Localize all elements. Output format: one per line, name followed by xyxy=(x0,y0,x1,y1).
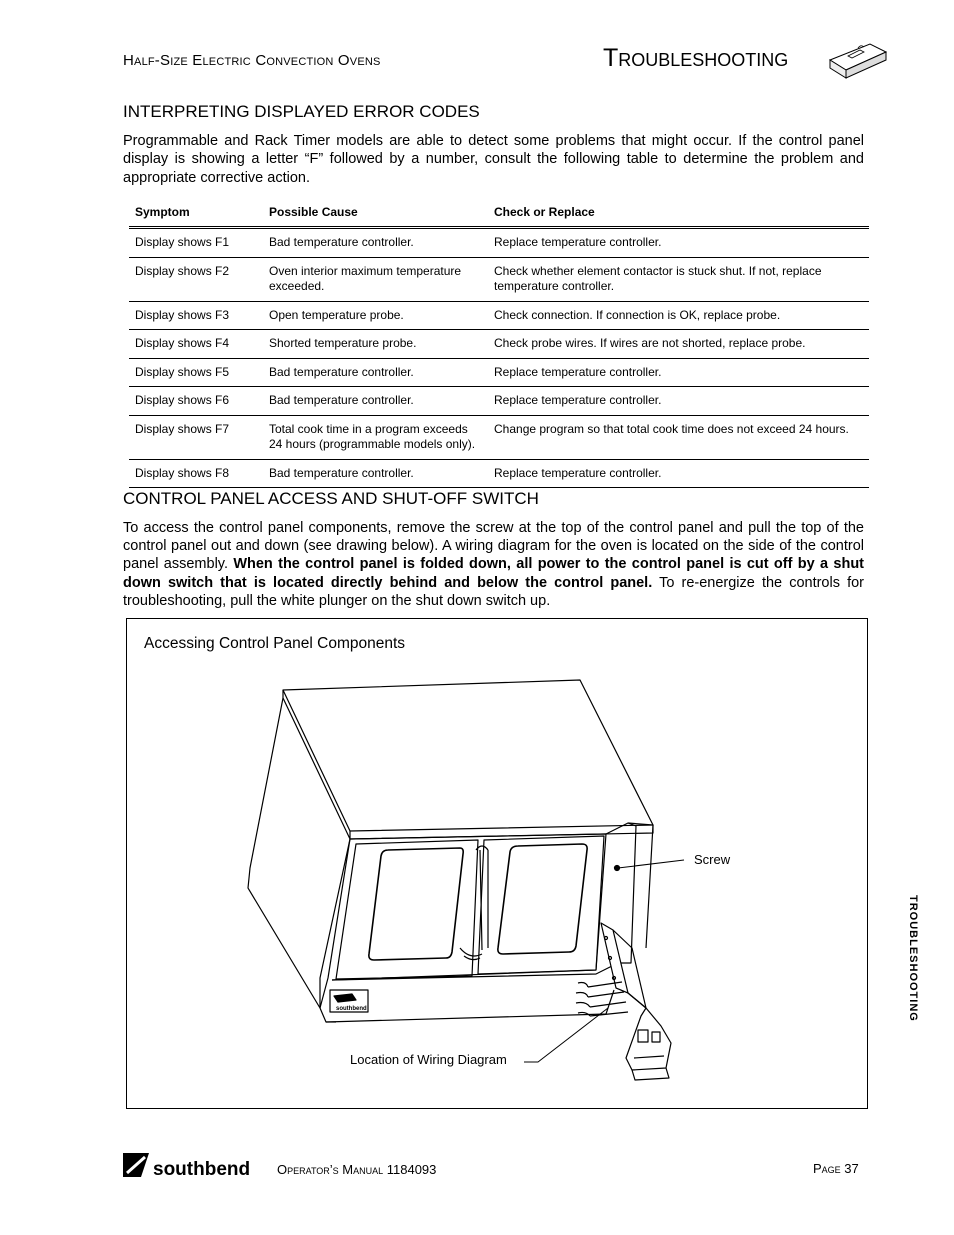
error-codes-intro-paragraph: Programmable and Rack Timer models are able to detect some problems that might occur. If the control panel display is showing a letter “F” followed by a number, consult the following table to determine the problem and appropriate corrective action. xyxy=(123,133,864,186)
table-row xyxy=(129,330,869,359)
side-tab xyxy=(903,895,923,1035)
table-row xyxy=(129,257,869,301)
remedy-cell: Check whether element contactor is stuck shut. If not, replace temperature controller. xyxy=(488,257,869,301)
svg-text:southbend: southbend xyxy=(336,1006,367,1012)
cause-cell: Bad temperature controller. xyxy=(263,459,488,488)
remedy-cell: Replace temperature controller. xyxy=(488,358,869,387)
figure-label-screw: Screw xyxy=(694,852,731,867)
cause-cell: Bad temperature controller. xyxy=(263,358,488,387)
control-panel-paragraph xyxy=(123,519,864,610)
table-header-row xyxy=(129,202,869,228)
table-row xyxy=(129,358,869,387)
symptom-cell: Display shows F1 xyxy=(129,228,263,258)
symptom-cell: Display shows F3 xyxy=(129,301,263,330)
remedy-cell: Check probe wires. If wires are not shorted, replace probe. xyxy=(488,330,869,359)
remedy-cell: Change program so that total cook time does not exceed 24 hours. xyxy=(488,415,869,459)
column-header-symptom: Symptom xyxy=(129,202,263,228)
remedy-cell: Check connection. If connection is OK, replace probe. xyxy=(488,301,869,330)
remedy-cell: Replace temperature controller. xyxy=(488,228,869,258)
remedy-cell: Replace temperature controller. xyxy=(488,387,869,416)
cause-cell: Bad temperature controller. xyxy=(263,228,488,258)
section-heading-control-panel: CONTROL PANEL ACCESS AND SHUT-OFF SWITCH xyxy=(123,489,539,508)
logo-wordmark: southbend xyxy=(153,1159,251,1179)
column-header-cause: Possible Cause xyxy=(263,202,488,228)
chapter-title: Troubleshooting xyxy=(603,44,789,72)
warning-text: When the control panel is folded down, all power to the control panel is cut off by a shut down switch that is located directly behind and below the control panel. xyxy=(123,556,865,591)
symptom-cell: Display shows F4 xyxy=(129,330,263,359)
symptom-cell: Display shows F7 xyxy=(129,415,263,459)
cause-cell: Total cook time in a program exceeds 24 hours (programmable models only). xyxy=(263,415,488,459)
oven-illustration xyxy=(126,618,868,1109)
section-heading-error-codes: INTERPRETING DISPLAYED ERROR CODES xyxy=(123,102,480,121)
table-row xyxy=(129,301,869,330)
cause-cell: Bad temperature controller. xyxy=(263,387,488,416)
side-tab-label: TROUBLESHOOTING xyxy=(907,895,919,1022)
paragraph-text: To re-energize the controls for troubleshooting, pull the white plunger on the shut down switch up. xyxy=(123,574,864,609)
table-row xyxy=(129,415,869,459)
column-header-remedy: Check or Replace xyxy=(488,202,869,228)
footer-manual-title: Operator’s Manual 1184093 xyxy=(277,1162,437,1177)
page-number: Page 37 xyxy=(813,1161,859,1176)
cause-cell: Oven interior maximum temperature exceeded. xyxy=(263,257,488,301)
table-row xyxy=(129,228,869,258)
figure-caption: Accessing Control Panel Components xyxy=(144,635,406,652)
error-code-table xyxy=(129,202,869,488)
symptom-cell: Display shows F2 xyxy=(129,257,263,301)
toolbox-icon xyxy=(826,34,888,82)
paragraph-text: To access the control panel components, remove the screw at the top of the control panel and pull the top of the control panel out and down (see drawing below). A wiring diagram for the oven is located on the side of the control panel assembly. xyxy=(123,520,864,573)
southbend-logo xyxy=(123,1151,263,1179)
running-header-title: Half-Size Electric Convection Ovens xyxy=(123,52,381,69)
cause-cell: Open temperature probe. xyxy=(263,301,488,330)
figure-label-wiring-diagram: Location of Wiring Diagram xyxy=(350,1052,507,1067)
table-row xyxy=(129,387,869,416)
remedy-cell: Replace temperature controller. xyxy=(488,459,869,488)
symptom-cell: Display shows F8 xyxy=(129,459,263,488)
symptom-cell: Display shows F5 xyxy=(129,358,263,387)
table-row xyxy=(129,459,869,488)
symptom-cell: Display shows F6 xyxy=(129,387,263,416)
cause-cell: Shorted temperature probe. xyxy=(263,330,488,359)
